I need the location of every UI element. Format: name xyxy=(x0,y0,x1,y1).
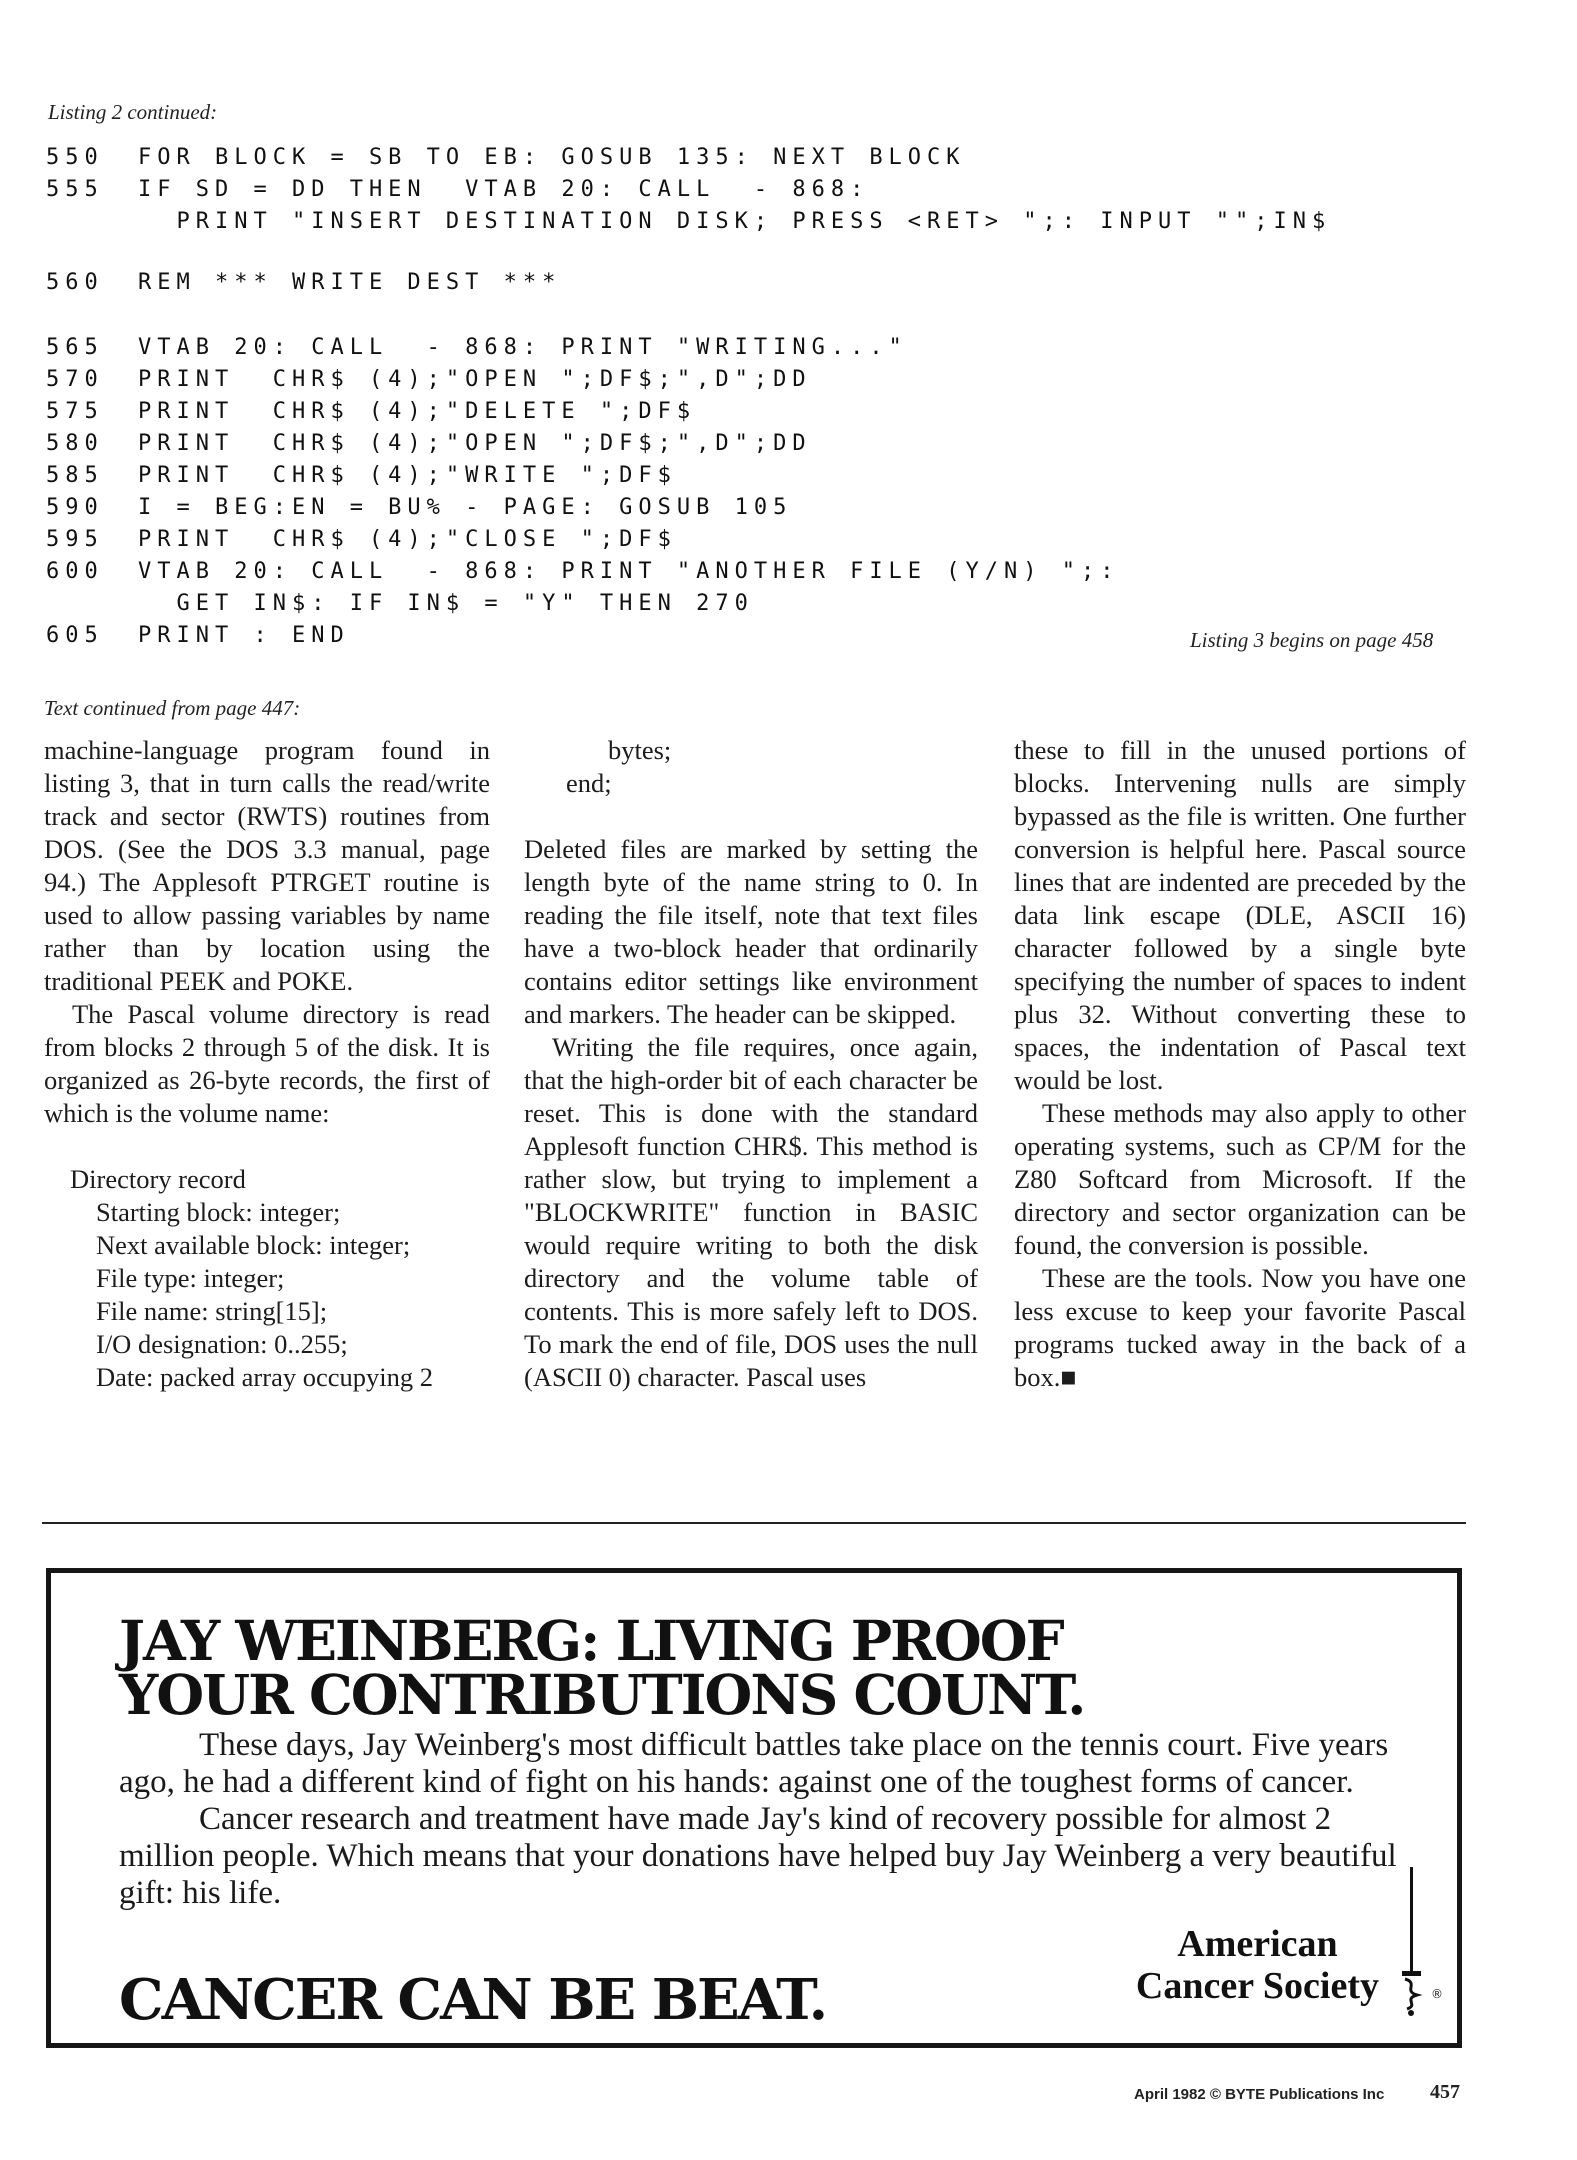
code-line xyxy=(46,492,792,524)
column-3 xyxy=(1014,734,1466,1394)
list-item: File name: string[15]; xyxy=(96,1296,328,1326)
sword-icon xyxy=(1393,1867,1429,2017)
code-line xyxy=(46,556,1120,588)
code-line xyxy=(46,588,754,620)
line-text: PRINT CHR$ (4);"DELETE ";DF$ xyxy=(138,399,697,424)
code-line xyxy=(46,396,696,428)
line-text: VTAB 20: CALL - 868: PRINT "WRITING..." xyxy=(138,335,908,360)
code-end: end; xyxy=(566,768,612,798)
code-line xyxy=(46,174,869,206)
line-number: 600 xyxy=(46,559,104,584)
ad-body xyxy=(119,1727,1419,1912)
line-number: 585 xyxy=(46,463,104,488)
code-line xyxy=(46,428,812,460)
line-number: 550 xyxy=(46,145,104,170)
footer-credit: April 1982 © BYTE Publications Inc xyxy=(1134,2086,1385,2103)
logo-line: Cancer Society xyxy=(1135,1965,1379,2007)
ad-tagline: CANCER CAN BE BEAT. xyxy=(119,1967,827,2033)
line-text: GET IN$: IF IN$ = "Y" THEN 270 xyxy=(138,591,754,616)
paragraph: Deleted files are marked by setting the length byte of the name string to 0. In reading the file itself, note that text files have a two-block header that ordinarily contains editor settings like environment and markers. The header can be skipped. xyxy=(524,834,978,1029)
line-text: VTAB 20: CALL - 868: PRINT "ANOTHER FILE (Y/N) ";: xyxy=(138,559,1120,584)
list-item: Date: packed array occupying 2 xyxy=(96,1362,433,1392)
paragraph: The Pascal volume directory is read from blocks 2 through 5 of the disk. It is organized as 26-byte records, the first of which is the volume name: xyxy=(44,999,490,1128)
logo-line: American xyxy=(1177,1923,1338,1965)
code-line xyxy=(46,620,350,652)
list-item: I/O designation: 0..255; xyxy=(96,1329,348,1359)
column-2 xyxy=(524,734,978,1394)
end-mark: ■ xyxy=(1060,1362,1077,1392)
code-line xyxy=(46,364,812,396)
line-number: 595 xyxy=(46,527,104,552)
line-number: 590 xyxy=(46,495,104,520)
line-number: 605 xyxy=(46,623,104,648)
line-text: REM *** WRITE DEST *** xyxy=(138,270,562,295)
code-line xyxy=(46,524,677,556)
line-number: 575 xyxy=(46,399,104,424)
code-line xyxy=(46,267,561,299)
list-item: Next available block: integer; xyxy=(96,1230,411,1260)
line-text: PRINT "INSERT DESTINATION DISK; PRESS <RET> ";: INPUT "";IN$ xyxy=(138,209,1332,234)
line-number: 580 xyxy=(46,431,104,456)
line-text: I = BEG:EN = BU% - PAGE: GOSUB 105 xyxy=(138,495,793,520)
paragraph: These methods may also apply to other operating systems, such as CP/M for the Z80 Softcard from Microsoft. If the directory and sector organization can be found, the conversion is possible. xyxy=(1014,1098,1466,1260)
listing3-note: Listing 3 begins on page 458 xyxy=(1190,628,1434,652)
line-number: 565 xyxy=(46,335,104,360)
directory-title: Directory record xyxy=(70,1164,246,1194)
ad-paragraph: Cancer research and treatment have made Jay's kind of recovery possible for almost 2 million people. Which means that your donations have helped buy Jay Weinberg a very beautiful gift: his life. xyxy=(119,1801,1397,1911)
directory-record xyxy=(44,1163,490,1394)
line-text: FOR BLOCK = SB TO EB: GOSUB 135: NEXT BLOCK xyxy=(138,145,966,170)
line-number: 560 xyxy=(46,270,104,295)
code-bytes: bytes; xyxy=(608,735,672,765)
ad-headline-2: YOUR CONTRIBUTIONS COUNT. xyxy=(119,1662,1085,1727)
ad-paragraph: These days, Jay Weinberg's most difficult battles take place on the tennis court. Five years ago, he had a different kind of fight on his hands: against one of the toughest forms of cancer. xyxy=(119,1727,1389,1800)
line-text: PRINT CHR$ (4);"OPEN ";DF$;",D";DD xyxy=(138,367,812,392)
line-number: 570 xyxy=(46,367,104,392)
line-number: 555 xyxy=(46,177,104,202)
registered-mark: ® xyxy=(1431,1987,1443,2001)
paragraph xyxy=(1014,1262,1466,1394)
acs-logo-text xyxy=(1136,1923,1379,2007)
list-item: File type: integer; xyxy=(96,1263,285,1293)
line-text: PRINT : END xyxy=(138,623,350,648)
divider xyxy=(42,1522,1466,1524)
final-paragraph-text: These are the tools. Now you have one less excuse to keep your favorite Pascal programs tucked away in the back of a box. xyxy=(1014,1263,1466,1392)
cancer-society-ad xyxy=(46,1568,1462,2048)
code-line xyxy=(46,460,677,492)
column-1 xyxy=(44,734,490,1394)
listing-caption: Listing 2 continued: xyxy=(48,100,218,124)
line-text: PRINT CHR$ (4);"OPEN ";DF$;",D";DD xyxy=(138,431,812,456)
ad-headline-1: JAY WEINBERG: LIVING PROOF xyxy=(119,1608,1063,1673)
line-text: IF SD = DD THEN VTAB 20: CALL - 868: xyxy=(138,177,870,202)
paragraph: Writing the file requires, once again, that the high-order bit of each character be reset. This is done with the standard Applesoft function CHR$. This method is rather slow, but trying to implement a "BLOCKWRITE" function in BASIC would require writing to both the disk directory and the volume table of contents. This is more safely left to DOS. To mark the end of file, DOS uses the null (ASCII 0) character. Pascal uses xyxy=(524,1032,978,1392)
code-line xyxy=(46,332,908,364)
page-number: 457 xyxy=(1430,2081,1460,2103)
code-line xyxy=(46,142,966,174)
code-line xyxy=(46,206,1331,238)
paragraph: machine-language program found in listing 3, that in turn calls the read/write track and sector (RWTS) routines from DOS. (See the DOS 3.3 manual, page 94.) The Applesoft PTRGET routine is used to allow passing variables by name rather than by location using the traditional PEEK and POKE. xyxy=(44,735,490,996)
text-continued-caption: Text continued from page 447: xyxy=(44,696,301,720)
line-text: PRINT CHR$ (4);"WRITE ";DF$ xyxy=(138,463,677,488)
paragraph: these to fill in the unused portions of blocks. Intervening nulls are simply bypassed as the file is written. One further conversion is helpful here. Pascal source lines that are indented are preceded by the data link escape (DLE, ASCII 16) character followed by a single byte specifying the number of spaces to indent plus 32. Without converting these to spaces, the indentation of Pascal text would be lost. xyxy=(1014,735,1466,1095)
list-item: Starting block: integer; xyxy=(96,1197,341,1227)
line-text: PRINT CHR$ (4);"CLOSE ";DF$ xyxy=(138,527,677,552)
